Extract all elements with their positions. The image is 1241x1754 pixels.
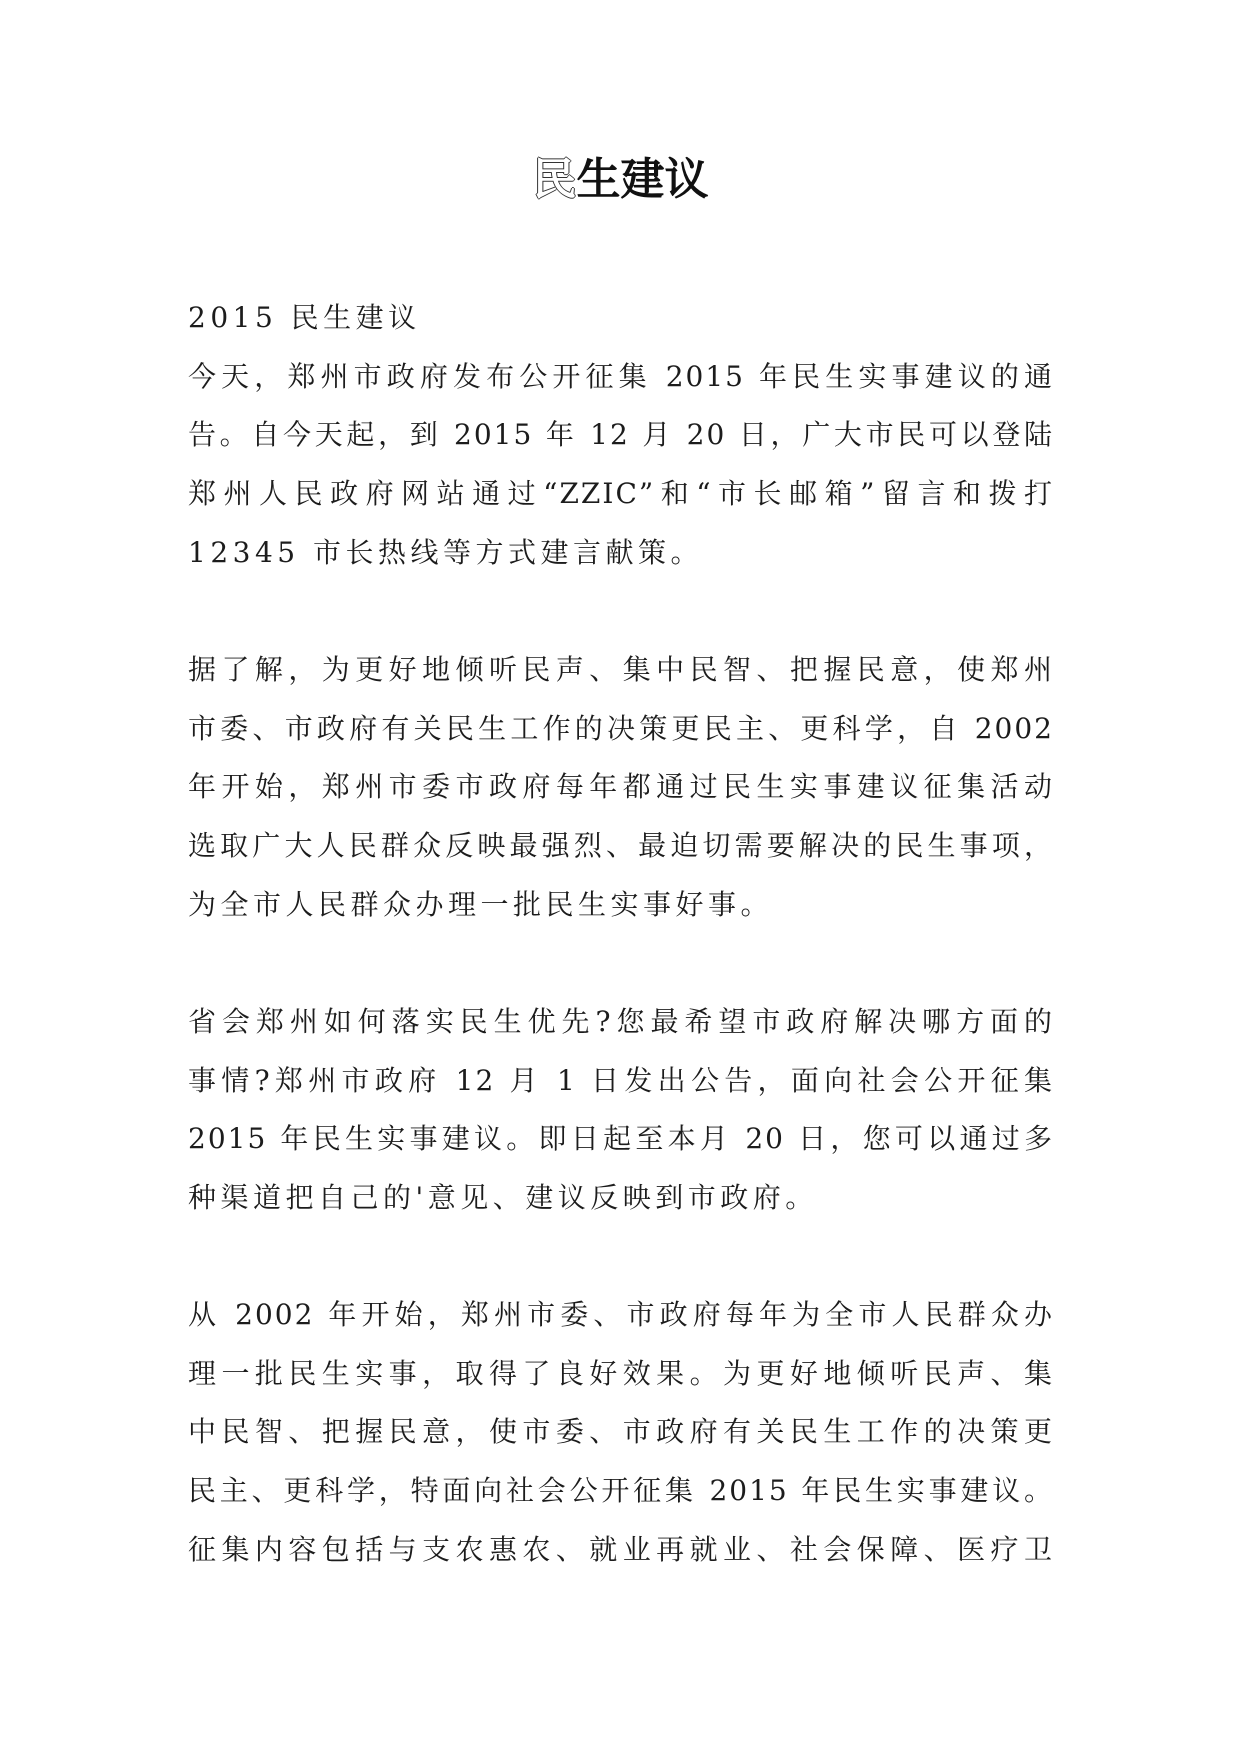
paragraph-line: 种渠道把自己的'意见、建议反映到市政府。 bbox=[188, 1180, 818, 1214]
paragraph-line: 理一批民生实事，取得了良好效果。为更好地倾听民声、集 bbox=[188, 1356, 1054, 1390]
paragraph-line: 今天，郑州市政府发布公开征集 2015 年民生实事建议的通 bbox=[188, 359, 1054, 393]
paragraph-line: 告。自今天起，到 2015 年 12 月 20 日，广大市民可以登陆 bbox=[188, 418, 1054, 452]
blank-line bbox=[188, 934, 1054, 993]
paragraph-line: 2015 年民生实事建议。即日起至本月 20 日，您可以通过多 bbox=[188, 1122, 1054, 1156]
section-heading: 2015 民生建议 bbox=[188, 301, 421, 334]
paragraph-2 bbox=[188, 641, 1054, 934]
blank-line bbox=[188, 582, 1054, 641]
paragraph-4 bbox=[188, 1286, 1054, 1579]
paragraph-3 bbox=[188, 993, 1054, 1228]
blank-line bbox=[188, 1228, 1054, 1287]
paragraph-line: 从 2002 年开始，郑州市委、市政府每年为全市人民群众办 bbox=[188, 1298, 1054, 1332]
paragraph-line: 事情?郑州市政府 12 月 1 日发出公告，面向社会公开征集 bbox=[188, 1063, 1054, 1097]
paragraph-line: 民主、更科学，特面向社会公开征集 2015 年民生实事建议。 bbox=[188, 1474, 1054, 1508]
paragraph-line: 郑州人民政府网站通过“ZZIC”和“市长邮箱”留言和拨打 bbox=[188, 476, 1054, 510]
paragraph-line: 中民智、把握民意，使市委、市政府有关民生工作的决策更 bbox=[188, 1415, 1054, 1449]
paragraph-line: 市委、市政府有关民生工作的决策更民主、更科学，自 2002 bbox=[188, 711, 1054, 745]
document-title: 民生建议 bbox=[532, 154, 709, 205]
paragraph-line: 为全市人民群众办理一批民生实事好事。 bbox=[188, 887, 774, 921]
paragraph-line: 据了解，为更好地倾听民声、集中民智、把握民意，使郑州 bbox=[188, 652, 1054, 686]
paragraph-line: 年开始，郑州市委市政府每年都通过民生实事建议征集活动 bbox=[188, 770, 1054, 804]
paragraph-line: 12345 市长热线等方式建言献策。 bbox=[188, 535, 703, 569]
document-body bbox=[188, 289, 1054, 1579]
paragraph-line: 征集内容包括与支农惠农、就业再就业、社会保障、医疗卫 bbox=[188, 1532, 1054, 1566]
paragraph-line: 选取广大人民群众反映最强烈、最迫切需要解决的民生事项， bbox=[188, 828, 1054, 862]
paragraph-line: 省会郑州如何落实民生优先?您最希望市政府解决哪方面的 bbox=[188, 1004, 1054, 1038]
paragraph-1 bbox=[188, 348, 1054, 583]
